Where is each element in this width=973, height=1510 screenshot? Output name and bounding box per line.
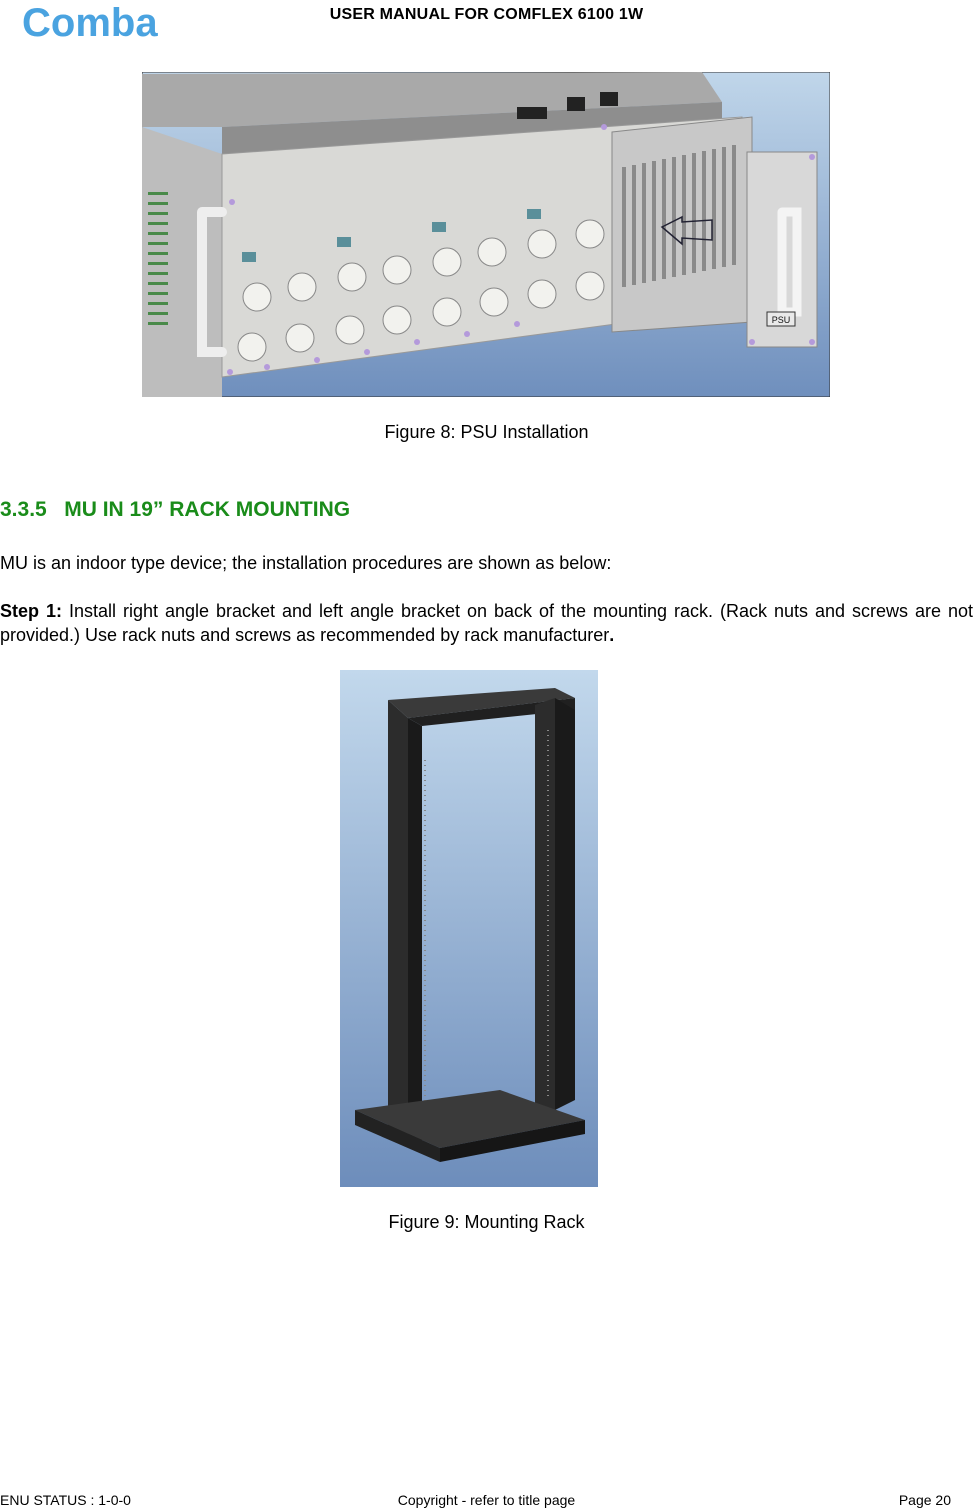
- figure-9-caption: Figure 9: Mounting Rack: [388, 1212, 585, 1232]
- footer-page-number: Page 20: [898, 1492, 951, 1508]
- psu-installation-figure: [142, 72, 830, 397]
- footer-copyright: Copyright - refer to title page: [397, 1492, 576, 1508]
- section-title: MU IN 19” RACK MOUNTING: [64, 498, 351, 521]
- mounting-rack-figure: [340, 670, 598, 1187]
- step-1-paragraph: [0, 599, 973, 647]
- figure-8-caption: Figure 8: PSU Installation: [384, 422, 589, 442]
- step-1-label: Step 1:: [0, 601, 62, 621]
- logo-text: Comba: [22, 2, 158, 44]
- header-title: USER MANUAL FOR COMFLEX 6100 1W: [329, 6, 644, 23]
- step-1-end: .: [609, 625, 615, 645]
- psu-label: PSU: [771, 315, 791, 325]
- intro-paragraph: MU is an indoor type device; the installation procedures are shown as below:: [0, 553, 612, 573]
- footer-status: ENU STATUS : 1-0-0: [0, 1492, 131, 1508]
- section-heading: [0, 498, 350, 522]
- section-number: 3.3.5: [0, 498, 47, 521]
- step-1-text: Install right angle bracket and left angle bracket on back of the mounting rack. (Rack nuts and screws are not provided.) Use rack nuts and screws as recommended by rack manufacturer: [0, 601, 973, 645]
